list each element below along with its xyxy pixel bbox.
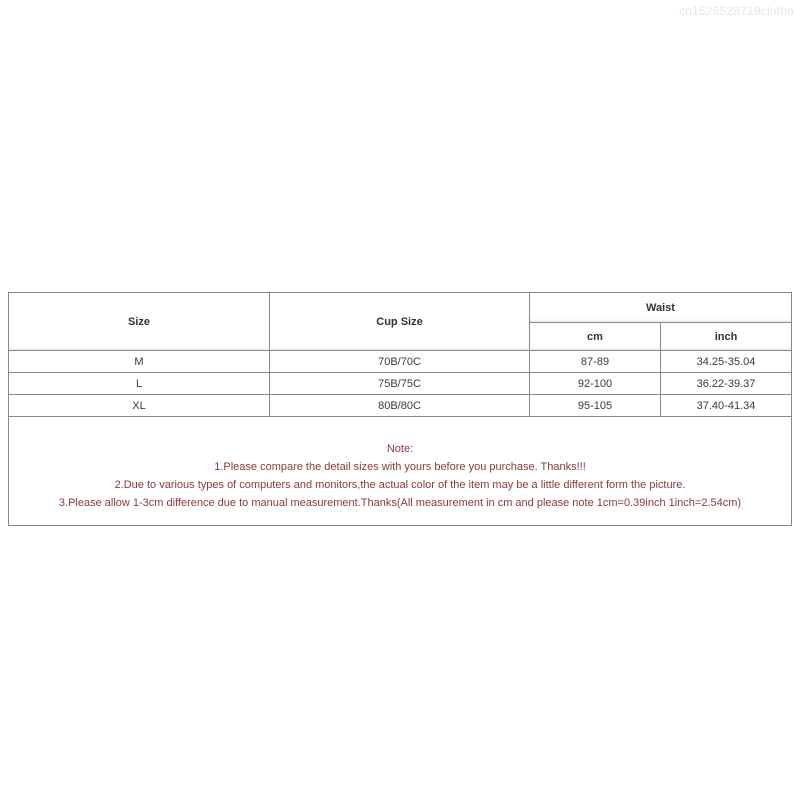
cell-cup: 80B/80C bbox=[270, 395, 530, 417]
cell-inch: 37.40-41.34 bbox=[661, 395, 792, 417]
notes-row bbox=[9, 417, 792, 526]
cell-cm: 87-89 bbox=[530, 351, 661, 373]
note-line-2: 2.Due to various types of computers and monitors,the actual color of the item may be a little different form the picture. bbox=[114, 479, 686, 491]
size-chart-table bbox=[8, 292, 792, 526]
cell-cm: 95-105 bbox=[530, 395, 661, 417]
note-title: Note: bbox=[386, 443, 414, 455]
note-line-1: 1.Please compare the detail sizes with yours before you purchase. Thanks!!! bbox=[214, 461, 586, 473]
cell-size: XL bbox=[9, 395, 270, 417]
watermark-text: cn1526528719clotho bbox=[678, 4, 794, 18]
header-waist: Waist bbox=[530, 293, 792, 323]
cell-inch: 36.22-39.37 bbox=[661, 373, 792, 395]
table-row bbox=[9, 395, 792, 417]
header-size: Size bbox=[9, 293, 270, 351]
table-row bbox=[9, 351, 792, 373]
header-row bbox=[9, 293, 792, 323]
cell-inch: 34.25-35.04 bbox=[661, 351, 792, 373]
header-inch: inch bbox=[661, 323, 792, 351]
table-row bbox=[9, 373, 792, 395]
header-cm: cm bbox=[530, 323, 661, 351]
cell-size: M bbox=[9, 351, 270, 373]
cell-cup: 75B/75C bbox=[270, 373, 530, 395]
header-cup-size: Cup Size bbox=[270, 293, 530, 351]
cell-size: L bbox=[9, 373, 270, 395]
cell-cup: 70B/70C bbox=[270, 351, 530, 373]
notes-cell bbox=[9, 417, 792, 526]
cell-cm: 92-100 bbox=[530, 373, 661, 395]
note-line-3: 3.Please allow 1-3cm difference due to manual measurement.Thanks(All measurement in cm and please note 1cm=0.39inch 1inch=2.54cm) bbox=[58, 497, 742, 509]
